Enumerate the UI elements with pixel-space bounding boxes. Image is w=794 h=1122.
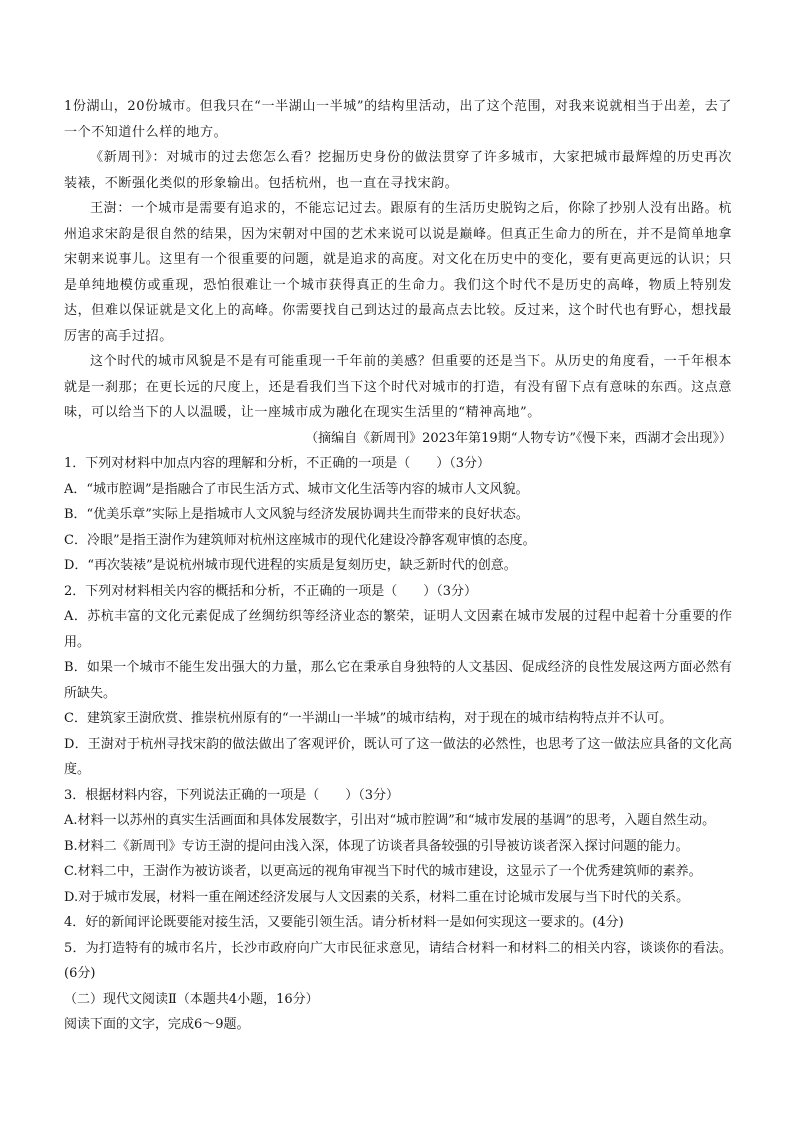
question-2: [64, 579, 732, 783]
question-2-stem: 2．下列对材料相关内容的概括和分析，不正确的一项是（ ）（3分）: [64, 583, 478, 599]
question-3-option-a: A.材料一以苏州的真实生活画面和具体发展数字，引出对“城市腔调”和“城市发展的基调”的思考，入题自然生动。: [64, 813, 716, 828]
article-paragraph-4: 这个时代的城市风貌是不是有可能重现一千年前的美感？但重要的还是当下。从历史的角度看，一千年根本就是一刹那；在更长远的尺度上，还是看我们当下这个时代对城市的打造，有没有留下点有意味的东西。这点意味，可以给当下的人以温暖，让一座城市成为融化在现实生活里的“精神高地”。: [64, 354, 732, 420]
section-heading: （二）现代文阅读Ⅱ（本题共4小题，16分）: [64, 991, 319, 1007]
question-2-option-d: D．王澍对于杭州寻找宋韵的做法做出了客观评价，既认可了这一做法的必然性，也思考了这一做法应具备的文化高度。: [64, 736, 732, 777]
question-4-stem: 4．好的新闻评论既要能对接生活，又要能引领生活。请分析材料一是如何实现这一要求的。(4分): [64, 915, 624, 930]
question-2-option-b: B．如果一个城市不能生发出强大的力量，那么它在秉承自身独特的人文基因、促成经济的良性发展这两方面必然有所缺失。: [64, 660, 732, 701]
article-paragraph-2: 《新周刊》：对城市的过去您怎么看？挖掘历史身份的做法贯穿了许多城市，大家把城市最辉煌的历史再次装裱，不断强化类似的形象输出。包括杭州，也一直在寻找宋韵。: [64, 150, 732, 191]
question-1-stem: 1．下列对材料中加点内容的理解和分析，不正确的一项是（ ）（3分）: [64, 456, 491, 471]
question-3-option-b: B.材料二《新周刊》专访王澍的提问由浅入深，体现了访谈者具备较强的引导被访谈者深入探讨问题的能力。: [64, 838, 689, 854]
question-1-option-c: C．冷眼”是指王澍作为建筑师对杭州这座城市的现代化建设冷静客观审慎的态度。: [64, 532, 536, 548]
question-3-option-d: D.对于城市发展，材料一重在阐述经济发展与人文因素的关系，材料二重在讨论城市发展与当下时代的关系。: [64, 889, 690, 905]
page-content: [64, 94, 732, 1038]
question-3-option-c: C.材料二中，王澍作为被访谈者，以更高远的视角审视当下时代的城市建设，这显示了一个优秀建筑师的素养。: [64, 864, 702, 879]
question-1-option-d: D．“再次装裱”是说杭州城市现代进程的实质是复刻历史，缺乏新时代的创意。: [64, 558, 517, 573]
article-source: （摘编自《新周刊》2023年第19期“人物专访”《慢下来，西湖才会出现》）: [305, 430, 732, 446]
article-paragraph-1: 1份湖山，20份城市。但我只在“一半湖山一半城”的结构里活动，出了这个范围，对我来说就相当于出差，去了一个不知道什么样的地方。: [64, 99, 732, 140]
question-1-option-b: B．“优美乐章”实际上是指城市人文风貌与经济发展协调共生而带来的良好状态。: [64, 507, 529, 522]
section-instruction: 阅读下面的文字，完成6～9题。: [64, 1017, 250, 1032]
question-2-option-c: C．建筑家王澍欣赏、推崇杭州原有的“一半湖山一半城”的城市结构，对于现在的城市结构特点并不认可。: [64, 711, 673, 726]
question-3: [64, 783, 732, 911]
question-1-option-a: A．“城市腔调”是指融合了市民生活方式、城市文化生活等内容的城市人文风貌。: [64, 481, 529, 497]
question-3-stem: 3．根据材料内容，下列说法正确的一项是（ ）（3分）: [64, 787, 400, 803]
question-1: [64, 451, 732, 579]
article-paragraph-3: 王澍：一个城市是需要有追求的，不能忘记过去。跟原有的生活历史脱钩之后，你除了抄别人没有出路。杭州追求宋韵是很自然的结果，因为宋朝对中国的艺术来说可以说是巅峰。但真正生命力的所在，并不是简单地拿宋朝来说事儿。这里有一个很重要的问题，就是追求的高度。对文化在历史中的变化，要有更高更远的认识；只是单纯地模仿或重现，恐怕很难让一个城市获得真正的生命力。我们这个时代不是历史的高峰，物质上特别发达，但难以保证就是文化上的高峰。你需要找自己到达过的最高点去比较。反过来，这个时代也有野心，想找最厉害的高手过招。: [64, 201, 732, 344]
question-5-stem: 5．为打造特有的城市名片，长沙市政府向广大市民征求意见，请结合材料一和材料二的相关内容，谈谈你的看法。(6分): [64, 940, 732, 981]
question-2-option-a: A．苏杭丰富的文化元素促成了丝绸纺织等经济业态的繁荣，证明人文因素在城市发展的过程中起着十分重要的作用。: [64, 609, 732, 650]
